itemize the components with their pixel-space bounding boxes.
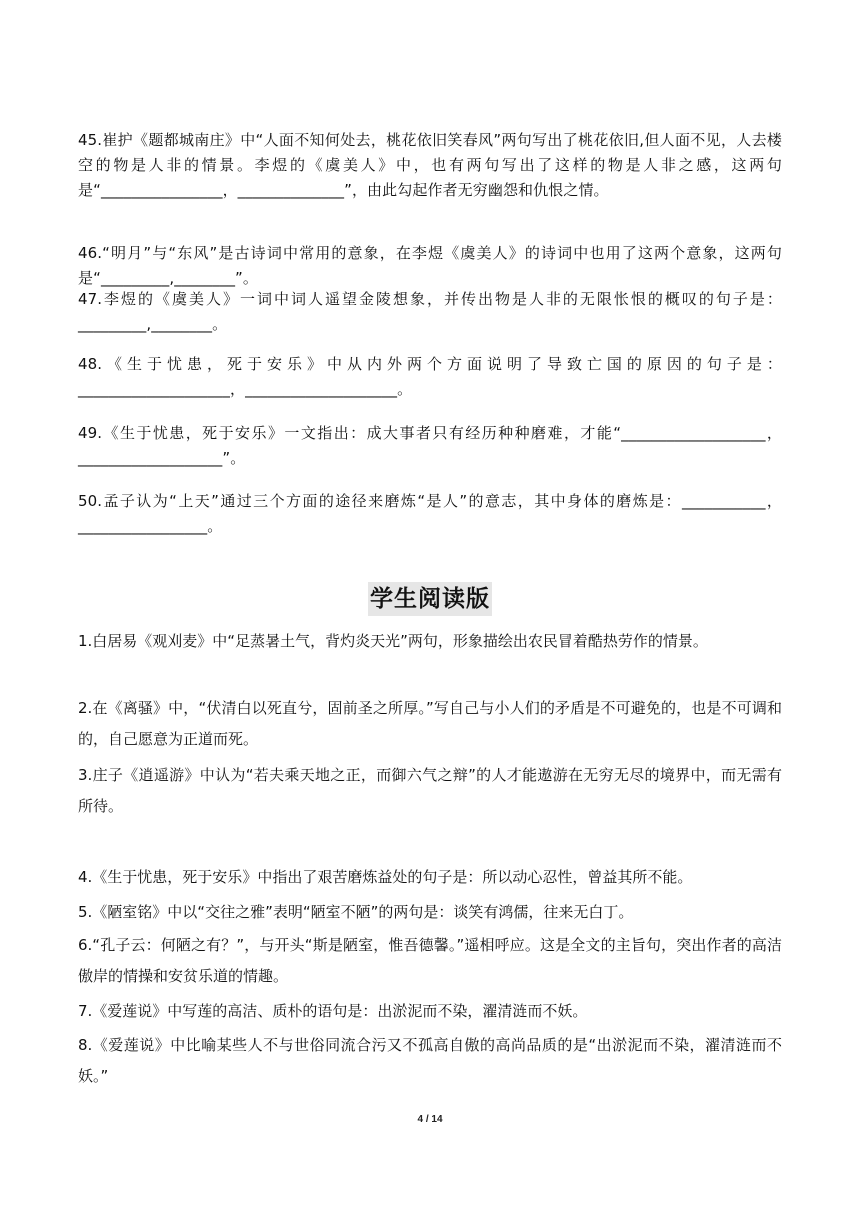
page-number: 4 / 14 xyxy=(417,1114,443,1125)
section-heading xyxy=(0,582,860,616)
question-46: 46.“明月”与“东风”是古诗词中常用的意象，在李煜《虞美人》的诗词中也用了这两个意象，这两句是“_________,________”。 xyxy=(78,244,782,287)
section-title-text: 学生阅读版 xyxy=(368,582,492,616)
reading-item-8: 8.《爱莲说》中比喻某些人不与世俗同流合污又不孤高自傲的高尚品质的是“出淤泥而不染，濯清涟而不妖。” xyxy=(78,1036,782,1085)
question-49: 49.《生于忧患，死于安乐》一文指出：成大事者只有经历种种磨难，才能“___________________，___________________”。 xyxy=(78,424,782,467)
reading-item-3: 3.庄子《逍遥游》中认为“若夫乘天地之正，而御六气之辩”的人才能遨游在无穷无尽的境界中，而无需有所待。 xyxy=(78,766,782,815)
reading-item-2: 2.在《离骚》中，“伏清白以死直兮，固前圣之所厚。”写自己与小人们的矛盾是不可避免的，也是不可调和的，自己愿意为正道而死。 xyxy=(78,699,782,748)
reading-item-1: 1.白居易《观刈麦》中“足蒸暑土气，背灼炎天光”两句，形象描绘出农民冒着酷热劳作的情景。 xyxy=(78,632,708,650)
question-47: 47.李煜的《虞美人》一词中词人遥望金陵想象，并传出物是人非的无限怅恨的概叹的句子是：_________,________。 xyxy=(78,290,782,333)
question-50: 50.孟子认为“上天”通过三个方面的途径来磨炼“是人”的意志，其中身体的磨炼是：___________，_________________。 xyxy=(78,492,782,535)
reading-item-6: 6.“孔子云：何陋之有？”，与开头“斯是陋室，惟吾德馨。”遥相呼应。这是全文的主旨句，突出作者的高洁傲岸的情操和安贫乐道的情趣。 xyxy=(78,936,782,985)
question-48: 48.《生于忧患，死于安乐》中从内外两个方面说明了导致亡国的原因的句子是：____________________，____________________。 xyxy=(78,355,782,398)
reading-item-7: 7.《爱莲说》中写莲的高洁、质朴的语句是：出淤泥而不染，濯清涟而不妖。 xyxy=(78,1002,588,1020)
reading-item-5: 5.《陋室铭》中以“交往之雅”表明“陋室不陋”的两句是：谈笑有鸿儒，往来无白丁。 xyxy=(78,903,634,921)
question-45: 45.崔护《题都城南庄》中“人面不知何处去，桃花依旧笑春风”两句写出了桃花依旧,但人面不见，人去楼空的物是人非的情景。李煜的《虞美人》中，也有两句写出了这样的物是人非之感，这两句是“________________，______________”，由此勾起作者无穷幽怨和仇恨之情。 xyxy=(78,131,782,199)
reading-item-4: 4.《生于忧患，死于安乐》中指出了艰苦磨炼益处的句子是：所以动心忍性，曾益其所不能。 xyxy=(78,868,693,886)
